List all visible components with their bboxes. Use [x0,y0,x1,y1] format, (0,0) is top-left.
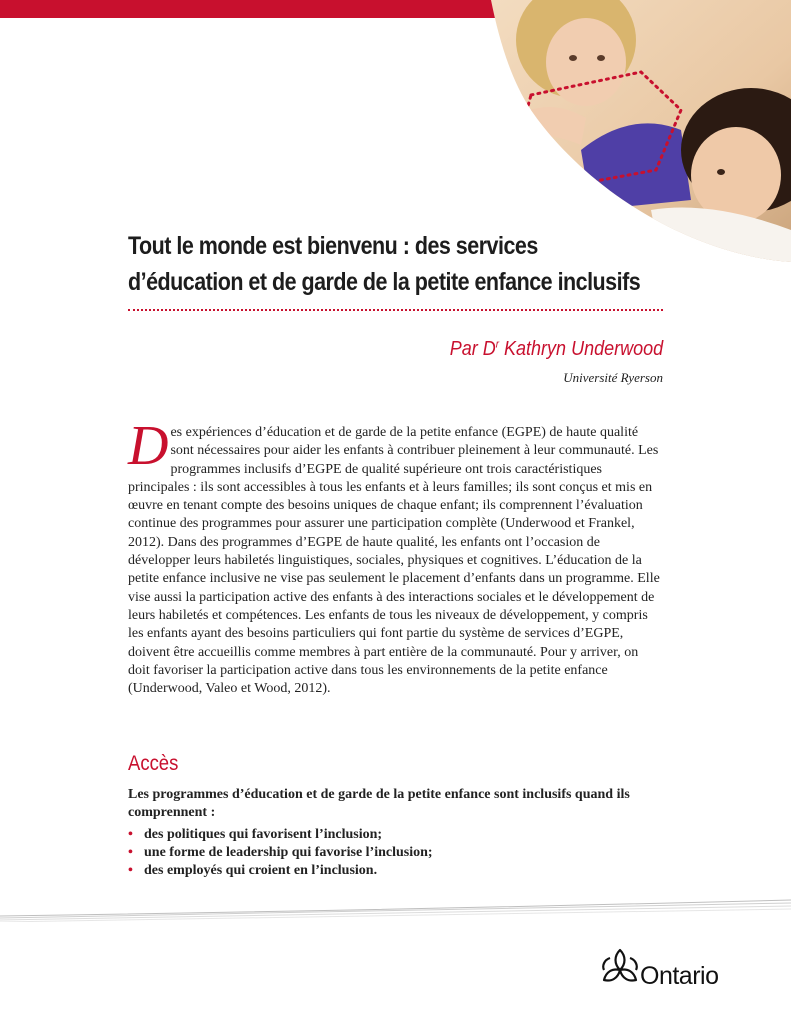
list-item-text: une forme de leadership qui favorise l’inclusion; [144,845,433,860]
intro-paragraph: es expériences d’éducation et de garde de la petite enfance (EGPE) de haute qualité sont nécessaires pour aider les enfants à contribuer pleinement à leur communauté. Les programmes inclusifs d’EGPE de qualité supérieure ont trois caractéristiques principales : ils sont accessibles à tous les enfants et à leurs familles; ils sont conçus et mis en œuvre en tenant compte des besoins uniques de chaque enfant; ils comprennent l’évaluation continue des programmes pour assurer une participation complète (Underwood et Frankel, 2012). Dans des programmes d’EGPE de haute qualité, les enfants ont l’occasion de développer leurs habiletés linguistiques, sociales, physiques et cognitives. L’éducation de la petite enfance inclusive ne vise pas seulement le placement d’enfants dans un programme. Elle vise aussi la participation active des enfants à des interactions sociales et le développement de leurs habiletés et compétences. Les enfants de tous les niveaux de développement, y compris les enfants ayant des besoins particuliers qui font partie du système de services d’EGPE, doivent être accueillis comme membres à part entière de la communauté. Pour y arriver, on doit favoriser la participation active dans tous les environnements de la petite enfance (Underwood, Valeo et Wood, 2012). [128,425,660,697]
list-item-text: des politiques qui favorisent l’inclusion; [144,827,383,842]
bullet-list [128,826,662,880]
list-item-text: des employés qui croient en l’inclusion. [144,863,378,878]
ontario-logo-text: Ontario [640,962,719,990]
section-heading-acces: Accès [128,752,179,775]
list-item [128,844,662,862]
decorative-curved-lines [0,898,791,922]
list-item [128,862,662,880]
page-title [128,228,641,300]
intro-body [128,415,662,698]
bullet-icon: • [128,827,133,842]
title-line-1: Tout le monde est bienvenu : des services [128,232,538,260]
title-line-2: d’éducation et de garde de la petite enfance inclusifs [128,268,641,296]
author-prefix: Par D [449,338,496,360]
top-red-bar [0,0,560,18]
author-affiliation: Université Ryerson [563,370,663,385]
bullet-icon: • [128,863,133,878]
bullet-icon: • [128,845,133,860]
author-byline [450,338,663,361]
author-name: Kathryn Underwood [498,338,663,360]
drop-cap: D [128,415,169,477]
children-photo [491,0,791,262]
list-item [128,826,662,844]
title-dotted-rule [128,309,663,311]
author-title-superscript: r [495,338,499,351]
section-lead: Les programmes d’éducation et de garde de la petite enfance sont inclusifs quand ils comprennent : [128,787,630,820]
